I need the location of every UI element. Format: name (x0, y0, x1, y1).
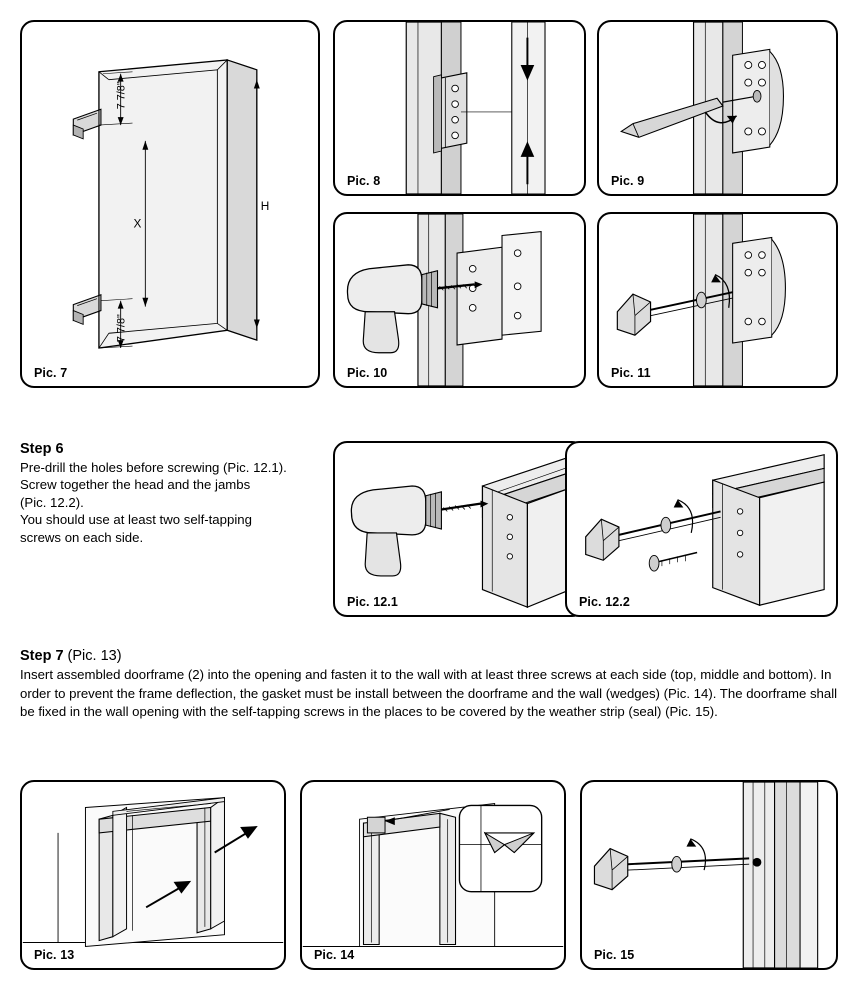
figure-panel-pic12-1 (333, 441, 586, 617)
step7-text-block (20, 648, 838, 722)
step6-heading: Step 6 (20, 441, 64, 457)
figure-panel-pic12-2 (565, 441, 838, 617)
step6-line-3: (Pic. 12.2). (20, 494, 84, 510)
step7-heading-ref: (Pic. 13) (63, 648, 122, 664)
step7-paragraph: Insert assembled doorframe (2) into the opening and fasten it to the wall with at least three screws at each side (top, middle and bottom). In order to prevent the frame deflection, the gasket must be install between the doorframe and the wall (wedges) (Pic. 14). The doorframe shall be fixed in the wall opening with the self-tapping screws in the places to be covered by the weather strip (seal) (Pic. 15). (20, 667, 838, 720)
pic10-drawing (335, 214, 584, 386)
figure-panel-pic8 (333, 20, 586, 196)
pic12-1-drawing (335, 443, 584, 615)
pic14-drawing (302, 782, 564, 968)
figure-panel-pic9 (597, 20, 838, 196)
pic12-2-drawing (567, 443, 836, 615)
panel-label-pic9: Pic. 9 (611, 174, 645, 188)
pic15-drawing (582, 782, 836, 968)
step6-line-1: Pre-drill the holes before screwing (Pic. 12.1). (20, 460, 287, 475)
step6-text-block (20, 441, 320, 546)
panel-label-pic11: Pic. 11 (611, 366, 651, 380)
pic11-drawing (599, 214, 836, 386)
pic13-drawing (22, 782, 284, 968)
step7-heading-label: Step 7 (20, 648, 64, 664)
step7-heading (20, 648, 838, 664)
figure-panel-pic7 (20, 20, 320, 388)
figure-panel-pic10 (333, 212, 586, 388)
panel-label-pic13: Pic. 13 (34, 948, 75, 962)
svg-text:7 7/8": 7 7/8" (115, 314, 128, 343)
figure-panel-pic11 (597, 212, 838, 388)
panel-label-pic12-1: Pic. 12.1 (347, 595, 398, 609)
figure-panel-pic15 (580, 780, 838, 970)
pic7-drawing (22, 22, 318, 386)
svg-text:7 7/8": 7 7/8" (115, 81, 128, 110)
panel-label-pic12-2: Pic. 12.2 (579, 595, 630, 609)
step6-line-4: You should use at least two self-tapping (20, 512, 252, 528)
figure-panel-pic14 (300, 780, 566, 970)
panel-label-pic10: Pic. 10 (347, 366, 388, 380)
panel-label-pic7: Pic. 7 (34, 366, 68, 380)
panel-label-pic14: Pic. 14 (314, 948, 355, 962)
step6-line-2: Screw together the head and the jambs (20, 477, 251, 493)
pic8-drawing (335, 22, 584, 194)
panel-label-pic8: Pic. 8 (347, 174, 381, 188)
figure-panel-pic13 (20, 780, 286, 970)
svg-text:H: H (260, 198, 270, 213)
step6-line-5: screws on each side. (20, 529, 144, 545)
panel-label-pic15: Pic. 15 (594, 948, 635, 962)
pic9-drawing (599, 22, 836, 194)
svg-text:X: X (133, 216, 142, 231)
